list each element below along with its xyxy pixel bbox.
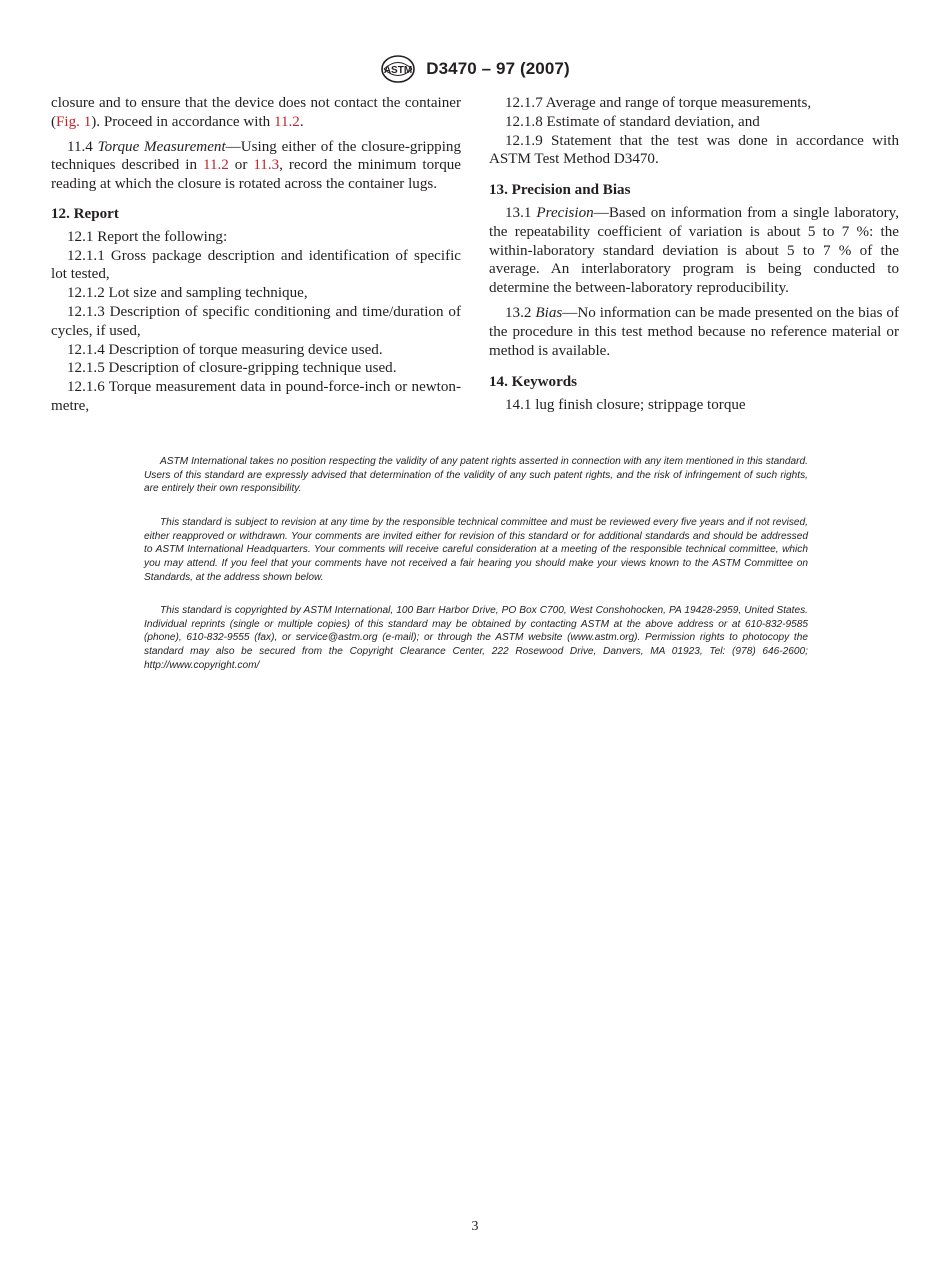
- report-item: 12.1.7 Average and range of torque measurements,: [505, 95, 812, 111]
- report-item: 12.1.6 Torque measurement data in pound-force-inch or newton-metre,: [51, 379, 461, 414]
- report-item: 12.1 Report the following:: [67, 228, 228, 245]
- report-item: 12.1.3 Description of specific conditioning and time/duration of cycles, if used,: [51, 303, 461, 339]
- astm-logo-icon: [380, 54, 416, 84]
- paragraph-13-2: 13.2 Bias—No information can be made presented on the bias of the procedure in this test method because no reference material or method is available.: [489, 304, 899, 359]
- report-item: 12.1.5 Description of closure-gripping technique used.: [67, 360, 397, 377]
- left-column: [51, 94, 461, 416]
- right-column: [489, 94, 899, 415]
- paragraph-14-1: 14.1 lug finish closure; strippage torque: [505, 397, 746, 414]
- ref-11-2-link[interactable]: 11.2: [273, 113, 300, 130]
- section-13-heading: 13. Precision and Bias: [489, 182, 631, 199]
- paragraph-13-1: 13.1 Precision—Based on information from a single laboratory, the repeatability coefficient of variation is about 5 to 7 %: the within-laboratory standard deviation is about 5 to 7 % of the average. An interlaboratory program is being conducted to determine the between-laboratory reproducibility.: [489, 204, 899, 297]
- section-12-heading: 12. Report: [51, 205, 119, 222]
- paragraph-11-3-continuation: closure and to ensure that the device does not contact the container (Fig. 1). Proceed in accordance with 11.2.: [51, 95, 461, 130]
- report-item: 12.1.1 Gross package description and identification of specific lot tested,: [51, 247, 461, 283]
- ref-11-2-link[interactable]: 11.2: [202, 157, 229, 174]
- page-header: [0, 54, 950, 84]
- fig-1-link[interactable]: Fig. 1: [56, 113, 92, 130]
- page-number: 3: [471, 1219, 479, 1234]
- section-14-heading: 14. Keywords: [489, 374, 578, 391]
- standard-designation: D3470 – 97 (2007): [426, 59, 570, 78]
- patent-notice: ASTM International takes no position respecting the validity of any patent rights asserted in connection with any item mentioned in this standard. Users of this standard are expressly advised that determination of the validity of any such patent rights, and the risk of infringement of such rights, are entirely their own responsibility.: [144, 456, 808, 495]
- svg-text:ASTM: ASTM: [384, 65, 413, 76]
- paragraph-11-4: 11.4 Torque Measurement—Using either of the closure-gripping techniques described in 11.2 or 11.3, record the minimum torque reading at which the closure is rotated across the container lugs.: [51, 138, 461, 193]
- report-item: 12.1.4 Description of torque measuring device used.: [67, 341, 383, 358]
- ref-11-3-link[interactable]: 11.3: [253, 157, 280, 174]
- copyright-notice: This standard is copyrighted by ASTM International, 100 Barr Harbor Drive, PO Box C700, West Conshohocken, PA 19428-2959, United States. Individual reprints (single or multiple copies) of this standard may be obtained by contacting ASTM at the above address or at 610-832-9585 (phone), 610-832-9555 (fax), or service@astm.org (e-mail); or through the ASTM website (www.astm.org). Permission rights to photocopy the standard may also be secured from the Copyright Clearance Center, 222 Rosewood Drive, Danvers, MA 01923, Tel: (978) 646-2600; http://www.copyright.com/: [144, 605, 808, 671]
- report-item: 12.1.2 Lot size and sampling technique,: [67, 285, 308, 302]
- report-item: 12.1.9 Statement that the test was done in accordance with ASTM Test Method D3470.: [489, 132, 899, 168]
- revision-notice: This standard is subject to revision at any time by the responsible technical committee and must be reviewed every five years and if not revised, either reapproved or withdrawn. Your comments are invited either for revision of this standard or for additional standards and should be addressed to ASTM International Headquarters. Your comments will receive careful consideration at a meeting of the responsible technical committee, which you may attend. If you feel that your comments have not received a fair hearing you should make your views known to the ASTM Committee on Standards, at the address shown below.: [144, 517, 808, 583]
- report-item: 12.1.8 Estimate of standard deviation, and: [505, 113, 760, 130]
